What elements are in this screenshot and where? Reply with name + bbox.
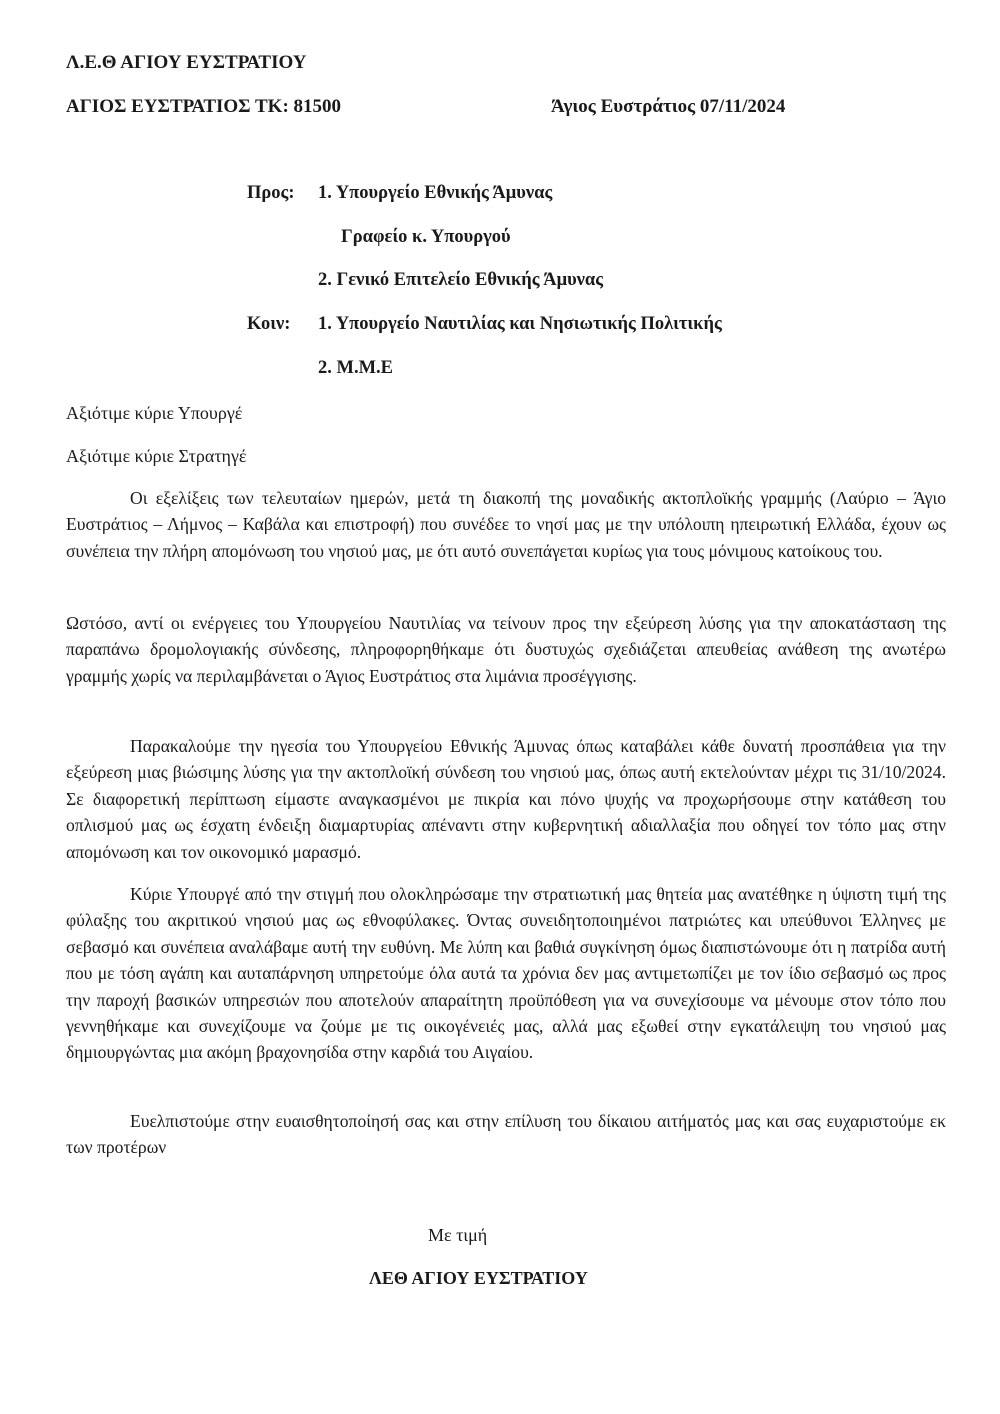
place-date: Άγιος Ευστράτιος 07/11/2024 [551, 96, 786, 117]
org-address: ΑΓΙΟΣ ΕΥΣΤΡΑΤΙΟΣ ΤΚ: 81500 [66, 96, 342, 117]
paragraph-4: Κύριε Υπουργέ από την στιγμή που ολοκληρώσαμε την στρατιωτική μας θητεία μας ανατέθηκε η ύψιστη τιμή της φύλαξης του ακριτικού νησιού μας ως εθνοφύλακες. Όντας συνειδητοποιημένοι πατριώτες και υπεύθυνοι Έλληνες με σεβασμό και συνέπεια αναλάβαμε αυτή την ευθύνη. Με λύπη και βαθιά συγκίνηση όμως διαπιστώνουμε ότι η πατρίδα αυτή που με τόση αγάπη και αυταπάρνηση υπηρετούμε όλα αυτά τα χρόνια δεν μας αντιμετωπίζει με τον ίδιο σεβασμό ως προς την παροχή βασικών υπηρεσιών που αποτελούν απαραίτητη προϋπόθεση για να συνεχίσουμε να μένουμε στον τόπο που γεννηθήκαμε και συνεχίζουμε να ζούμε με τις οικογένειές μας, αλλά μας εξωθεί στην εγκατάλειψη του νησιού μας δημιουργώντας μια ακόμη βραχονησίδα στην καρδιά του Αιγαίου. [66, 884, 946, 1063]
salutation-general: Αξιότιμε κύριε Στρατηγέ [66, 446, 247, 466]
paragraph-2: Ωστόσο, αντί οι ενέργειες του Υπουργείου Ναυτιλίας να τείνουν προς την εξεύρεση λύσης για την αποκατάσταση της παραπάνω δρομολογιακής σύνδεσης, πληροφορηθήκαμε ότι δυστυχώς σχεδιάζεται απευθείας ανάθεση της ανωτέρω γραμμής χωρίς να περιλαμβάνεται ο Άγιος Ευστράτιος στα λιμάνια προσέγγισης. [66, 613, 946, 686]
paragraph-1: Οι εξελίξεις των τελευταίων ημερών, μετά τη διακοπή της μοναδικής ακτοπλοϊκής γραμμής (Λαύριο – Άγιο Ευστράτιος – Λήμνος – Καβάλα και επιστροφή) που συνέδεε το νησί μας με την υπόλοιπη ηπειρωτική Ελλάδα, έχουν ως συνέπεια την πλήρη απομόνωση του νησιού μας, με ότι αυτό συνεπάγεται κυρίως για τους μόνιμους κατοίκους του. [66, 488, 946, 561]
paragraph-5: Ευελπιστούμε στην ευαισθητοποίησή σας και στην επίλυση του δίκαιου αιτήματός μας και σας ευχαριστούμε εκ των προτέρων [66, 1111, 946, 1158]
to-recipient-1-office: Γραφείο κ. Υπουργού [341, 227, 511, 247]
org-name: Λ.Ε.Θ ΑΓΙΟΥ ΕΥΣΤΡΑΤΙΟΥ [66, 52, 307, 73]
salutation-minister: Αξιότιμε κύριε Υπουργέ [66, 403, 243, 423]
signatory-name: ΛΕΘ ΑΓΙΟΥ ΕΥΣΤΡΑΤΙΟΥ [369, 1268, 588, 1288]
to-label: Προς: [247, 183, 295, 203]
closing-regards: Με τιμή [428, 1225, 488, 1245]
cc-recipient-2: 2. Μ.Μ.Ε [318, 358, 394, 378]
to-recipient-2: 2. Γενικό Επιτελείο Εθνικής Άμυνας [318, 270, 604, 290]
to-recipient-1: 1. Υπουργείο Εθνικής Άμυνας [318, 183, 553, 203]
cc-recipient-1: 1. Υπουργείο Ναυτιλίας και Νησιωτικής Πολιτικής [318, 314, 722, 334]
cc-label: Κοιν: [247, 314, 291, 334]
paragraph-3: Παρακαλούμε την ηγεσία του Υπουργείου Εθνικής Άμυνας όπως καταβάλει κάθε δυνατή προσπάθεια για την εξεύρεση μιας βιώσιμης λύσης για την ακτοπλοϊκή σύνδεση του νησιού μας, όπως αυτή εκτελούνταν μέχρι τις 31/10/2024. Σε διαφορετική περίπτωση είμαστε αναγκασμένοι με πικρία και πόνο ψυχής να προχωρήσουμε στην κατάθεση του οπλισμού μας ως έσχατη ένδειξη διαμαρτυρίας απέναντι στην κυβερνητική αδιαλλαξία που οδηγεί τον τόπο μας στην απομόνωση και τον οικονομικό μαρασμό. [66, 736, 946, 862]
